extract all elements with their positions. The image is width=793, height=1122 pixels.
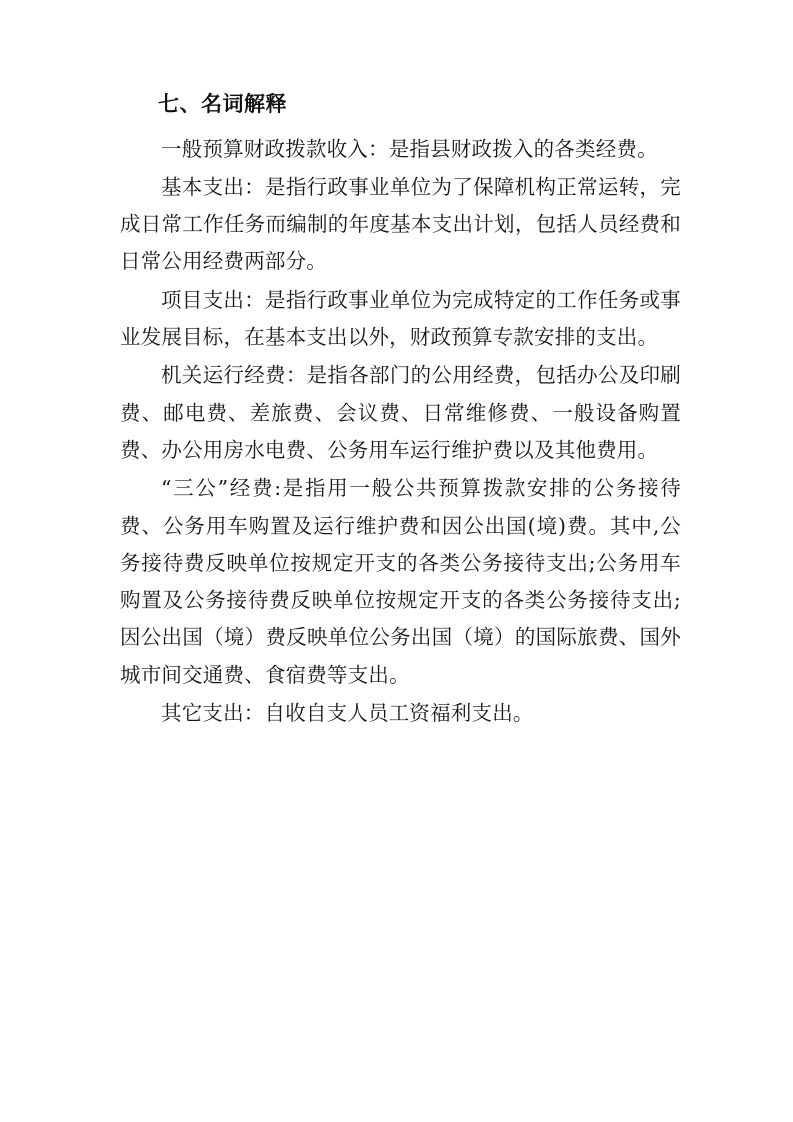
paragraph-general-budget-revenue: 一般预算财政拨款收入：是指县财政拨入的各类经费。 <box>161 136 658 161</box>
paragraph-other-expenditure: 其它支出：自收自支人员工资福利支出。 <box>161 701 534 725</box>
paragraph-project-expenditure: 项目支出：是指行政事业单位为完成特定的工作任务或事业发展目标，在基本支出以外，财政预算专款安排的支出。 <box>120 287 681 350</box>
paragraph-operating-expenses: 机关运行经费：是指各部门的公用经费，包括办公及印刷费、邮电费、差旅费、会议费、日常维修费、一般设备购置费、办公用房水电费、公务用车运行维护费以及其他费用。 <box>120 363 681 462</box>
paragraph-basic-expenditure: 基本支出：是指行政事业单位为了保障机构正常运转，完成日常工作任务而编制的年度基本支出计划，包括人员经费和日常公用经费两部分。 <box>120 174 681 274</box>
section-heading: 七、名词解释 <box>158 91 287 116</box>
document-body <box>120 88 681 732</box>
paragraph-three-public-expenses: “三公”经费:是指用一般公共预算拨款安排的公务接待费、公务用车购置及运行维护费和因公出国(境)费。其中,公务接待费反映单位按规定开支的各类公务接待支出;公务用车购置及公务接待费反映单位按规定开支的各类公务接待支出;因公出国（境）费反映单位公务出国（境）的国际旅费、国外城市间交通费、食宿费等支出。 <box>120 476 681 687</box>
